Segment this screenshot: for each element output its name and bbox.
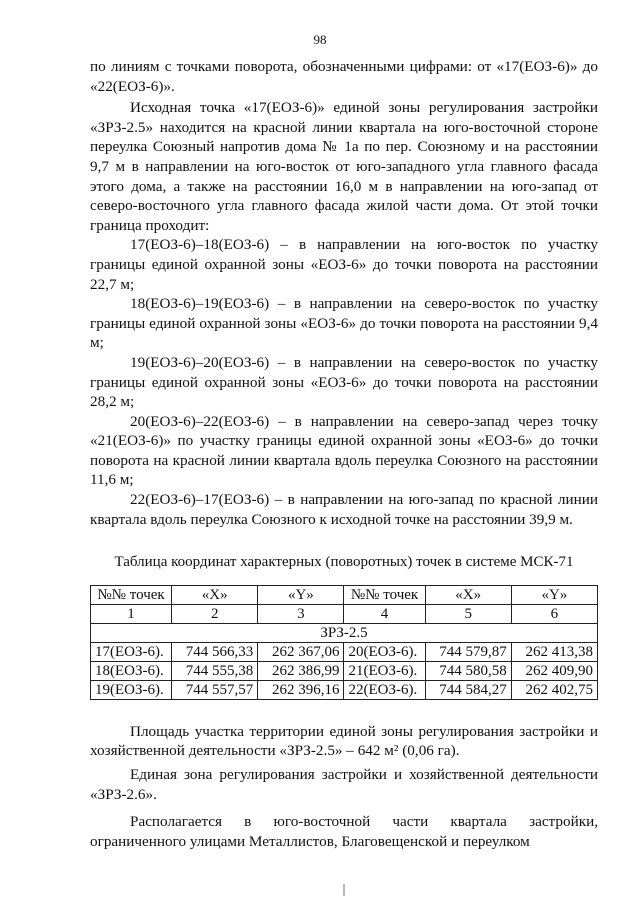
boundary-segment: 20(ЕОЗ-6)–22(ЕОЗ-6) – в направлении на северо-запад через точку «21(ЕОЗ-6)» по участку границы единой охранной зоны «ЕОЗ-6» до точки поворота на красной линии квартала вдоль переулка Союзного на расстоянии 11,6 м; (90, 412, 598, 489)
column-number: 6 (511, 604, 597, 623)
document-body (90, 57, 598, 851)
boundary-segment: 22(ЕОЗ-6)–17(ЕОЗ-6) – в направлении на юго-запад по красной линии квартала вдоль переулка Союзного к исходной точке на расстоянии 39,9 м. (90, 491, 598, 528)
coord-x: 744 557,57 (172, 680, 258, 699)
table-header: «Y» (258, 585, 344, 604)
table-caption: Таблица координат характерных (поворотных) точек в системе МСК-71 (114, 554, 574, 571)
paragraph: Исходная точка «17(ЕОЗ-6)» единой зоны регулирования застройки «ЗРЗ-2.5» находится на красной линии квартала на юго-восточной стороне переулка Союзный напротив дома № 1а по пер. Союзному и на расстоянии 9,7 м в направлении на юго-восток от юго-западного угла главного фасада этого дома, а также на расстоянии 16,0 м в направлении на юго-запад от северо-восточного угла главного фасада жилой части дома. От этой точки граница проходит: (90, 99, 598, 234)
table-header: «Х» (425, 585, 511, 604)
point-id: 19(ЕОЗ-6). (91, 680, 172, 699)
column-number: 3 (258, 604, 344, 623)
coord-y: 262 386,99 (258, 661, 344, 680)
table-header: «Y» (511, 585, 597, 604)
paragraph: Располагается в юго-восточной части квартала застройки, ограниченного улицами Металлистов, Благовещенской и переулком (90, 813, 598, 850)
paragraph: Единая зона регулирования застройки и хозяйственной деятельности «ЗРЗ-2.6». (90, 766, 598, 803)
coord-x: 744 580,58 (425, 661, 511, 680)
paragraph: Площадь участка территории единой зоны регулирования застройки и хозяйственной деятельности «ЗРЗ-2.5» – 642 м² (0,06 га). (90, 722, 598, 760)
table-header: №№ точек (344, 585, 425, 604)
paragraph: по линиям с точками поворота, обозначенными цифрами: от «17(ЕОЗ-6)» до «22(ЕОЗ-6)». (90, 58, 598, 95)
table-header-row (91, 585, 598, 604)
table-row (91, 680, 598, 699)
column-number: 4 (344, 604, 425, 623)
coord-y: 262 402,75 (511, 680, 597, 699)
point-id: 18(ЕОЗ-6). (91, 661, 172, 680)
coord-x: 744 584,27 (425, 680, 511, 699)
point-id: 20(ЕОЗ-6). (344, 642, 425, 661)
section-row (91, 623, 598, 642)
coord-x: 744 579,87 (425, 642, 511, 661)
coord-y: 262 409,90 (511, 661, 597, 680)
coord-y: 262 413,38 (511, 642, 597, 661)
column-number: 5 (425, 604, 511, 623)
point-id: 17(ЕОЗ-6). (91, 642, 172, 661)
scan-mark (343, 884, 345, 896)
coord-x: 744 555,38 (172, 661, 258, 680)
boundary-segment: 17(ЕОЗ-6)–18(ЕОЗ-6) – в направлении на юго-восток по участку границы единой охранной зоны «ЕОЗ-6» до точки поворота на расстоянии 22,7 м; (90, 236, 598, 293)
coord-y: 262 396,16 (258, 680, 344, 699)
column-number: 1 (91, 604, 172, 623)
page-number: 98 (313, 32, 327, 47)
coord-x: 744 566,33 (172, 642, 258, 661)
column-number-row (91, 604, 598, 623)
coord-y: 262 367,06 (258, 642, 344, 661)
table-row (91, 642, 598, 661)
table-row (91, 661, 598, 680)
coordinates-table (90, 585, 598, 700)
boundary-segment: 19(ЕОЗ-6)–20(ЕОЗ-6) – в направлении на северо-восток по участку границы единой охранной зоны «ЕОЗ-6» до точки поворота на расстоянии 28,2 м; (90, 353, 598, 411)
column-number: 2 (172, 604, 258, 623)
table-header: «Х» (172, 585, 258, 604)
point-id: 21(ЕОЗ-6). (344, 661, 425, 680)
table-header: №№ точек (91, 585, 172, 604)
boundary-segment: 18(ЕОЗ-6)–19(ЕОЗ-6) – в направлении на северо-восток по участку границы единой охранной зоны «ЕОЗ-6» до точки поворота на расстоянии 9,4 м; (90, 295, 598, 352)
section-label: ЗРЗ-2.5 (91, 623, 598, 642)
point-id: 22(ЕОЗ-6). (344, 680, 425, 699)
